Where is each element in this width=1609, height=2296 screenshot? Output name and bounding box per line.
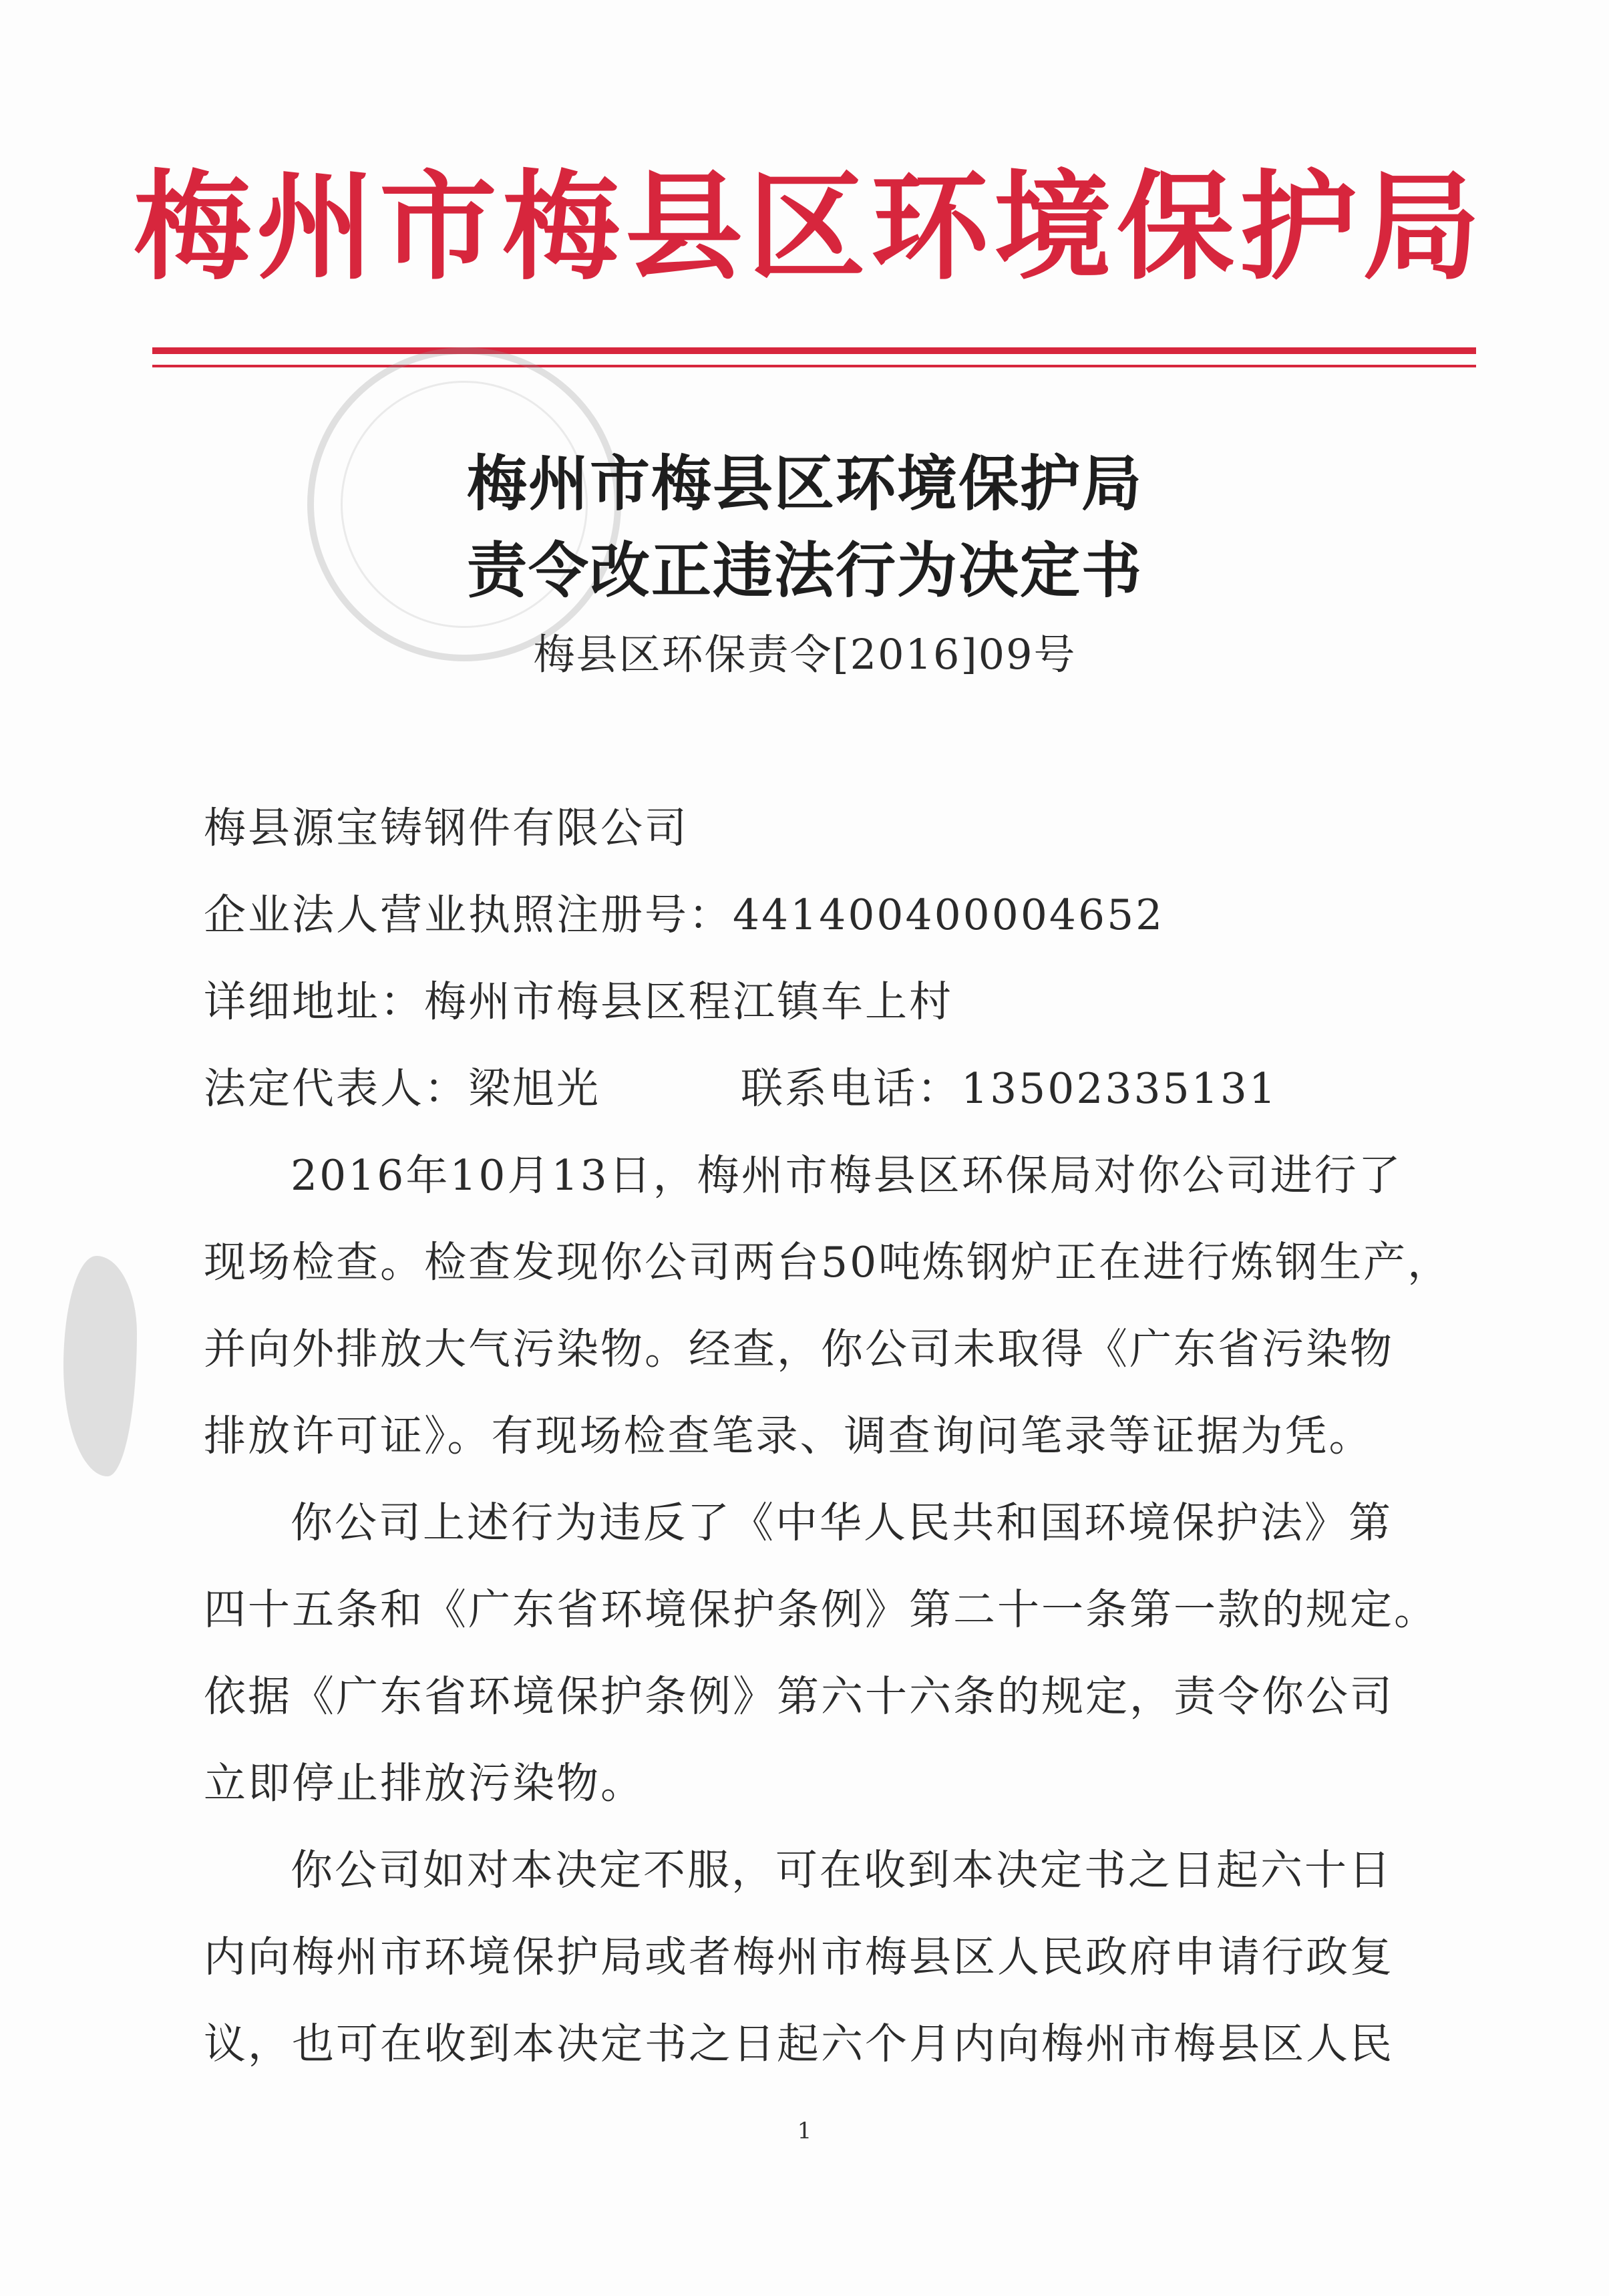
paragraph-2-line-1: 你公司上述行为违反了《中华人民共和国环境保护法》第 xyxy=(291,1498,1393,1547)
page-number: 1 xyxy=(797,2118,812,2144)
paragraph-2-line-2: 四十五条和《广东省环境保护条例》第二十一条第一款的规定。 xyxy=(204,1585,1438,1634)
paragraph-3-line-1: 你公司如对本决定不服，可在收到本决定书之日起六十日 xyxy=(291,1846,1393,1895)
recipient-company: 梅县源宝铸钢件有限公司 xyxy=(204,804,689,852)
recipient-license: 企业法人营业执照注册号：441400400004652 xyxy=(204,890,1165,939)
paragraph-1-line-1: 2016年10月13日，梅州市梅县区环保局对你公司进行了 xyxy=(291,1151,1403,1200)
document-title-line1: 梅州市梅县区环境保护局 xyxy=(467,449,1143,519)
recipient-phone: 联系电话：13502335131 xyxy=(741,1064,1278,1113)
recipient-representative: 法定代表人：梁旭光 xyxy=(204,1064,600,1113)
paragraph-2-line-4: 立即停止排放污染物。 xyxy=(204,1759,645,1808)
letterhead-rule-thin xyxy=(152,365,1476,367)
document-number: 梅县区环保责令[2016]09号 xyxy=(533,630,1077,679)
paragraph-1-line-4: 排放许可证》。有现场检查笔录、调查询问笔录等证据为凭。 xyxy=(204,1412,1373,1460)
document-title-line2: 责令改正违法行为决定书 xyxy=(467,536,1143,606)
paragraph-3-line-3: 议，也可在收到本决定书之日起六个月内向梅州市梅县区人民 xyxy=(204,2019,1394,2068)
paragraph-2-line-3: 依据《广东省环境保护条例》第六十六条的规定，责令你公司 xyxy=(204,1672,1394,1721)
paragraph-3-line-2: 内向梅州市环境保护局或者梅州市梅县区人民政府申请行政复 xyxy=(204,1933,1394,1981)
recipient-address: 详细地址：梅州市梅县区程江镇车上村 xyxy=(204,977,953,1026)
letterhead-rule-thick xyxy=(152,347,1476,354)
paragraph-1-line-3: 并向外排放大气污染物。经查，你公司未取得《广东省污染物 xyxy=(204,1325,1394,1373)
scan-smudge xyxy=(63,1256,137,1476)
paragraph-1-line-2: 现场检查。检查发现你公司两台50吨炼钢炉正在进行炼钢生产， xyxy=(204,1238,1452,1287)
agency-letterhead: 梅州市梅县区环境保护局 xyxy=(134,158,1486,296)
recipient-contact-row xyxy=(204,1062,1278,1116)
